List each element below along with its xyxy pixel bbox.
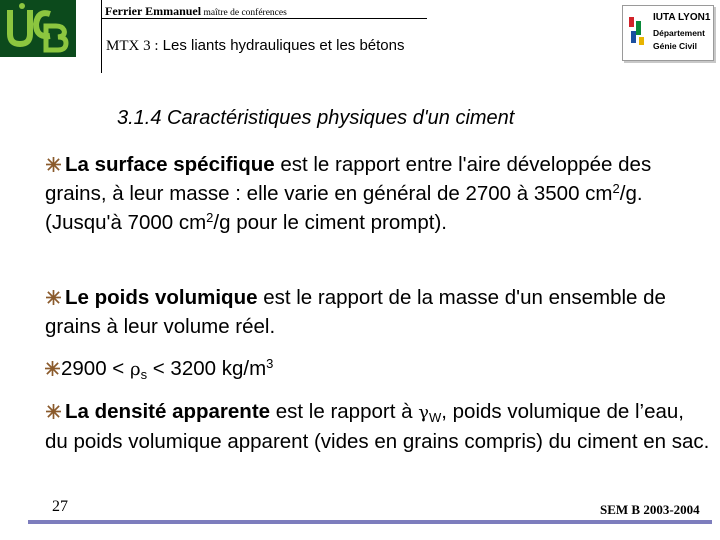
paragraph-text: 2900 < — [61, 357, 130, 380]
footer-label: SEM B 2003-2004 — [600, 502, 700, 517]
iut-logo-line2: Département — [653, 28, 705, 38]
iut-logo — [622, 5, 714, 61]
term-surface-specifique: La surface spécifique — [65, 153, 275, 176]
subscript: W — [428, 410, 442, 425]
paragraph-text: < 3200 kg/m — [147, 357, 267, 380]
paragraph-text: est le rapport entre l'aire développée des grains, à leur masse : elle varie en général de 2700 à 3500 cm — [45, 153, 652, 205]
exponent: 2 — [612, 181, 620, 196]
star-bullet-icon — [45, 361, 60, 376]
paragraph-poids-volumique — [45, 283, 710, 341]
paragraph-density-range — [45, 354, 710, 384]
iut-emblem-icon — [628, 15, 646, 47]
iut-logo-line3: Génie Civil — [653, 41, 697, 51]
paragraph-text: , poids volumique de l’eau, du poids volumique apparent (vides en grains compris) du ciment en sac. — [45, 400, 710, 453]
star-bullet-icon — [46, 290, 61, 305]
course-title: Les liants hydrauliques et les bétons — [158, 37, 405, 54]
paragraph-text: /g pour le ciment prompt). — [213, 211, 447, 234]
exponent: 2 — [206, 210, 214, 225]
header-horizontal-divider — [101, 18, 427, 19]
paragraph-text: est le rapport à — [270, 400, 419, 423]
page-number: 27 — [52, 498, 68, 515]
paragraph-densite-apparente — [45, 397, 710, 456]
term-poids-volumique: Le poids volumique — [65, 286, 258, 309]
author-role: maître de conférences — [201, 8, 287, 18]
ucbl-logo-icon — [0, 0, 76, 57]
section-title: 3.1.4 Caractéristiques physiques d'un ciment — [117, 107, 515, 129]
course-code: MTX 3 : — [106, 38, 159, 54]
subscript: s — [140, 367, 148, 382]
iut-logo-line1: IUTA LYON1 — [653, 12, 711, 23]
exponent: 3 — [266, 356, 274, 371]
term-densite-apparente: La densité apparente — [65, 400, 271, 423]
course-line — [106, 37, 404, 55]
gamma-symbol: γ — [418, 402, 429, 423]
star-bullet-icon — [46, 404, 61, 419]
paragraph-text: est le rapport de la masse d'un ensemble de grains à leur volume réel. — [45, 286, 666, 338]
author-name: Ferrier Emmanuel — [105, 4, 202, 18]
paragraph-surface-specifique — [45, 150, 710, 237]
star-bullet-icon — [46, 157, 61, 172]
footer-rule — [28, 520, 712, 524]
paragraph-text: /g. (Jusqu'à 7000 cm — [45, 182, 643, 234]
author-line — [105, 4, 287, 19]
university-logo — [0, 0, 76, 57]
header-vertical-divider — [101, 0, 102, 73]
rho-symbol: ρ — [129, 359, 141, 380]
